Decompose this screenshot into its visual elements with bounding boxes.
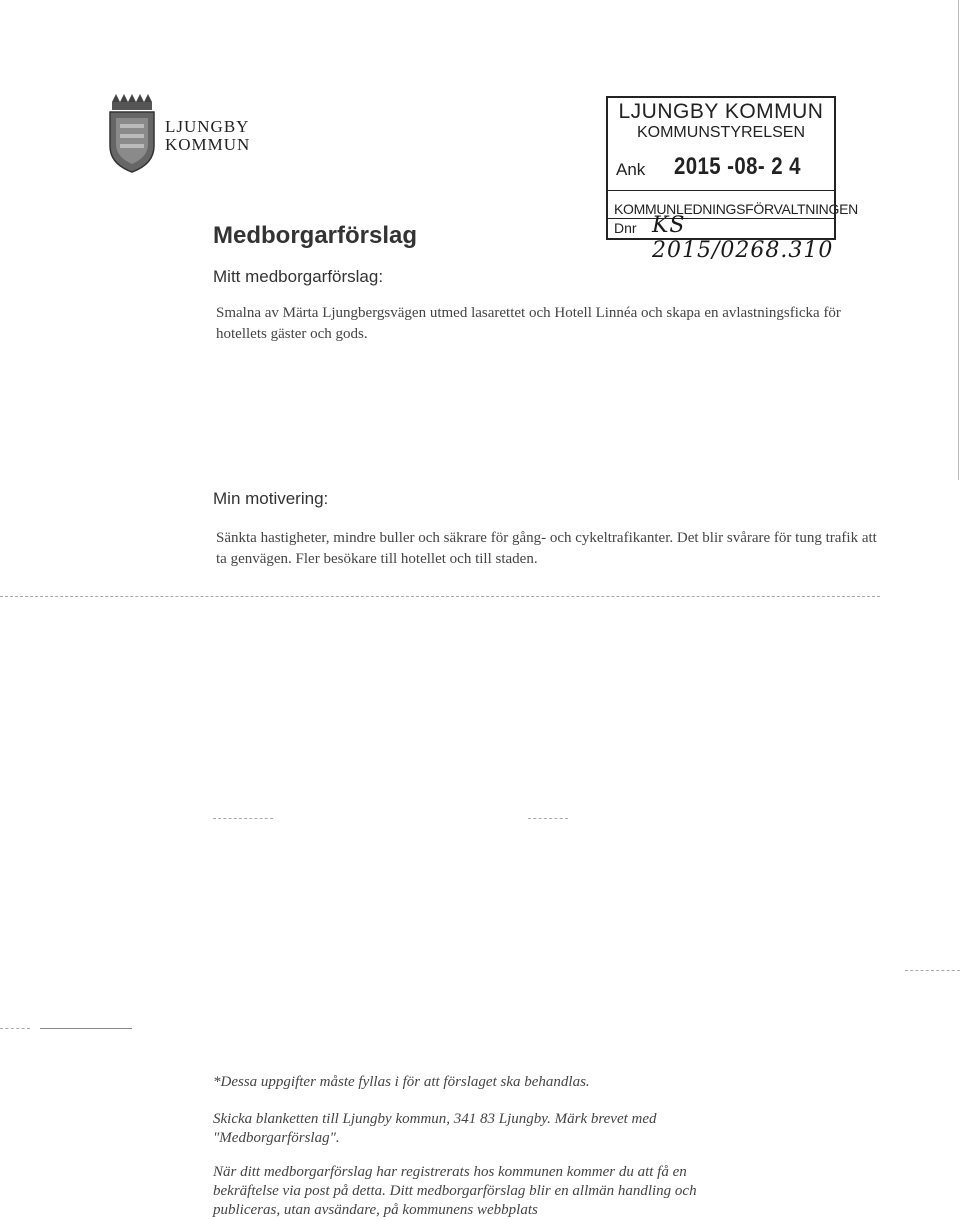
stamp-received-date: 2015 -08- 2 4 xyxy=(674,153,801,180)
scan-separator-line xyxy=(0,596,880,597)
logo-line-1: LJUNGBY xyxy=(165,117,250,136)
scan-edge-line xyxy=(958,0,959,480)
registration-stamp xyxy=(606,96,858,263)
proposal-label: Mitt medborgarförslag: xyxy=(213,267,384,286)
scan-fragment-line xyxy=(40,1028,132,1029)
stamp-administration: KOMMUNLEDNINGSFÖRVALTNINGEN xyxy=(614,201,858,217)
confirmation-note: När ditt medborgarförslag har registrerats hos kommunen kommer du att få en bekräftelse via post på detta. Ditt medborgarförslag blir en allmän handling och publiceras, utan avsändare, på kommunens webbplats xyxy=(213,1164,697,1218)
required-fields-note: *Dessa uppgifter måste fyllas i för att förslaget ska behandlas. xyxy=(213,1074,590,1090)
scan-fragment-line xyxy=(213,818,273,819)
motivation-text: Sänkta hastigheter, mindre buller och säkrare för gång- och cykeltrafikanter. Det blir svårare för tung trafik att ta genvägen. Fler besökare till hotellet och till staden. xyxy=(216,530,877,567)
logo-line-2: KOMMUN xyxy=(165,135,251,154)
stamp-dnr-handwritten: KS 2015/0268.310 xyxy=(652,213,834,263)
stamp-dnr-label: Dnr xyxy=(614,220,637,236)
stamp-received-label: Ank xyxy=(616,160,646,179)
stamp-dnr-row xyxy=(608,213,834,263)
municipality-logo-text xyxy=(165,118,250,154)
send-instructions-note: Skicka blanketten till Ljungby kommun, 341 83 Ljungby. Märk brevet med "Medborgarförslag". xyxy=(213,1111,657,1146)
page-title: Medborgarförslag xyxy=(213,222,418,249)
motivation-label: Min motivering: xyxy=(213,489,329,508)
stamp-board: KOMMUNSTYRELSEN xyxy=(636,124,806,141)
stamp-divider xyxy=(608,190,834,191)
proposal-text: Smalna av Märta Ljungbergsvägen utmed lasarettet och Hotell Linnéa och skapa en avlastningsficka för hotellets gäster och gods. xyxy=(216,305,841,342)
scan-fragment-line xyxy=(528,818,568,819)
scan-fragment-line xyxy=(0,1028,30,1029)
stamp-title: LJUNGBY KOMMUN xyxy=(618,100,824,123)
scan-fragment-line xyxy=(905,970,960,971)
municipal-crest-icon xyxy=(106,94,158,174)
